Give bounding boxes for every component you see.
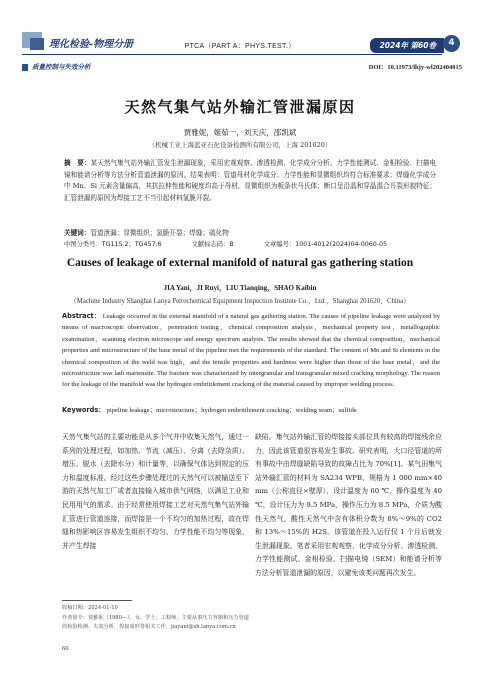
authors: 贾雅妮，姬茹一，刘天庆，邵凯斌 <box>183 128 297 137</box>
article-title: 天然气集气站外输汇管泄漏原因 <box>124 98 356 116</box>
english-keywords-label: Keywords： <box>62 406 105 414</box>
journal-header <box>0 0 480 60</box>
issue-number-badge: 4 <box>443 35 460 52</box>
doi: DOI：10.11973/lhjy-wl202404015 <box>368 64 462 71</box>
english-affiliation: （Machine Industry Shanghai Lanya Petrochemical Equipment Inspection Institute Co.，Ltd.，Shanghai 201620，China） <box>70 298 410 305</box>
received-date: 收稿日期：2024-01-10 <box>62 605 118 611</box>
journal-brand: 理化检验-物理分册 <box>49 39 134 50</box>
article-number: 文章编号：1001-4012(2024)04-0060-05 <box>263 241 388 248</box>
english-abstract-text: Leakage occurred in the external manifold of a natural gas gathering station. The causes of pipeline leakage were analyzed by means of macroscopic observation，penetration testing，chemical composition analysis，mechanical property test，metallographic examination，scanning electron microscope and energy spectrum analysis. The results showed that the chemical composition，mechanical properties and microstructure of the base metal of the pipeline met the requirements of the standard. The content of Mn and Si elements in the chemical composition of the weld was high，and the tensile properties and hardness were higher than those of the base metal，and the microstructure was lath martensite. The fracture was characterized by intergranular and transgranular mixed cracking morphology. The reason for the leakage of the manifold was the hydrogen embrittlement cracking of the material caused by improper welding process. <box>62 313 440 389</box>
keywords-text: 管道泄漏；显微组织；氢脆开裂；焊缝；硫化物 <box>90 229 229 237</box>
clc-number: 中图分类号：TG115.2；TG457.6 <box>64 241 162 248</box>
english-abstract-label: Abstract： <box>62 312 101 320</box>
author-bio: 作者简介：贾雅妮（1980—），女，学士，工程师，主要从事压力容器和压力管道的检验检测、失效分析、焊接成形等相关工作，jiayani@sh.lanya.com.cn <box>62 615 249 630</box>
english-authors: JIA Yani，JI Ruyi，LIU Tianqing，SHAO Kaibin <box>163 284 317 292</box>
chinese-abstract <box>64 158 436 204</box>
abstract-label: 摘 要： <box>64 159 91 167</box>
english-abstract <box>62 311 440 391</box>
abstract-text: 某天然气集气站外输汇管发生泄漏现象，采用宏观观察、渗透检测、化学成分分析、力学性能测试、金相检验、扫描电镜和能谱分析等方法分析管道泄漏的原因。结果表明：管道母材化学成分、力学性能和显微组织均符合标准要求；焊缝化学成分中 Mn、Si 元素含量偏高，其抗拉伸性能和硬度均高于母材，显微组织为板条状马氏体；断口呈沿晶和穿晶混合开裂形貌特征；汇管泄漏的原因为焊接工艺不当引起材料氢脆开裂。 <box>64 159 437 202</box>
keywords-label: 关键词： <box>64 229 91 237</box>
affiliation: （机械工业上海蓝亚石化设备检测所有限公司，上海 201620） <box>148 141 332 149</box>
classification-line <box>64 239 436 248</box>
document-code: 文献标志码：B <box>191 241 234 248</box>
footnote-rule <box>62 600 132 601</box>
body-column-right: 缺陷。集气站外输汇管的焊接接头部位具有较高的焊接残余应力，因此该管道很容易发生事故。研究表明，大口径管道的所有事故中由焊缝缺陷导致的故障占比为 70%[1]。某气田集气站外输汇管的材料为 SA234 WPB，规格为 1 000 mm×40 mm（公称直径×壁厚），设计温度为 60 ℃，操作温度为 40 ℃，设计压力为 9.5 MPa，操作压力为 8.5 MPa，介质为酸性天然气，酸性天然气中含有体积分数为 8%～9%的 CO2 和 13%～15%的 H2S。该管道在投入运行仅 1 个月后就发生泄漏现象。笔者采用宏观观察、化学成分分析、渗透检测、力学性能测试、金相检验、扫描电镜（SEM）和能谱分析等方法分析管道泄漏的原因，以避免该类问题再次发生。 <box>255 433 442 577</box>
chinese-keywords <box>64 228 436 238</box>
english-title: Causes of leakage of external manifold of natural gas gathering station <box>66 257 414 269</box>
section-ribbon <box>22 62 462 73</box>
body-column-left: 天然气集气站的主要功能是从多个气井中收集天然气，通过一系列的处理过程，如加热、节流（减压）、分离（去除杂质）、增压、脱水（去除水分）和计量等，以确保气体达到规定的压力和温度标准。经过这些步骤处理过的天然气可以被输送至下游的天然气加工厂或者直接输入城市供气网络，以满足工业和民用用气的需求。由于经常使用焊接工艺对天然气集气站外输汇管进行管道连接，而焊接是一个不均匀的加热过程，故在焊缝和热影响区容易发生组织不均匀、力学性能不均匀等现象，并产生焊接 <box>62 433 249 550</box>
issue-badge: 2024年 第60卷 <box>370 38 444 53</box>
english-keywords <box>62 405 440 416</box>
english-keywords-text: pipeline leakage；microstructure；hydrogen embrittlement cracking；welding seam；sulfide <box>106 407 357 414</box>
page-number: 60 <box>62 645 69 652</box>
section-label: 质量控制与失效分析 <box>32 63 91 71</box>
header-rule <box>22 54 442 55</box>
journal-name: PTCA（PART A：PHYS.TEST.） <box>184 43 296 50</box>
section-marker-icon <box>22 64 28 71</box>
